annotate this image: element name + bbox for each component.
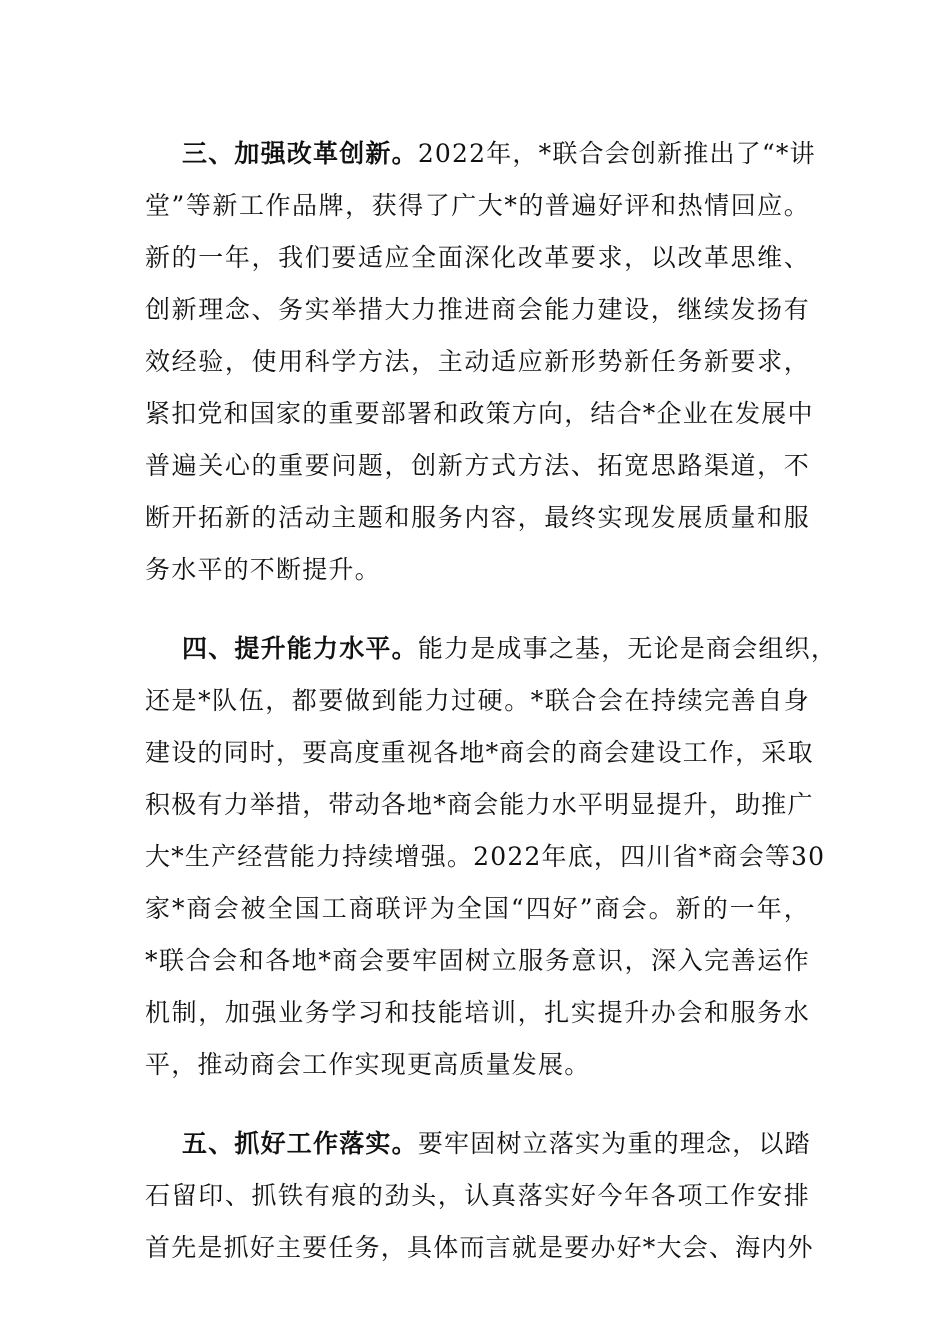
paragraph-line: 家*商会被全国工商联评为全国“四好”商会。新的一年， bbox=[145, 894, 810, 923]
paragraph-gap bbox=[145, 1091, 810, 1118]
paragraph-line bbox=[145, 128, 816, 180]
section-heading: 四、提升能力水平。 bbox=[182, 634, 418, 663]
paragraph-text: 2022年，*联合会创新推出了“*讲 bbox=[417, 139, 816, 168]
paragraph-gap bbox=[145, 596, 810, 623]
section-heading: 五、抓好工作落实。 bbox=[182, 1129, 418, 1158]
paragraph-line: 断开拓新的活动主题和服务内容，最终实现发展质量和服 bbox=[145, 503, 810, 532]
paragraph-line: 建设的同时，要高度重视各地*商会的商会建设工作，采取 bbox=[145, 738, 814, 767]
paragraph-line: 机制，加强业务学习和技能培训，扎实提升办会和服务水 bbox=[145, 998, 810, 1027]
paragraph-line: 大*生产经营能力持续增强。2022年底，四川省*商会等30 bbox=[145, 842, 826, 871]
section-heading: 三、加强改革创新。 bbox=[182, 139, 418, 168]
paragraph-line: 新的一年，我们要适应全面深化改革要求，以改革思维、 bbox=[145, 243, 810, 272]
paragraph-line: 务水平的不断提升。 bbox=[145, 555, 381, 584]
paragraph-line: 紧扣党和国家的重要部署和政策方向，结合*企业在发展中 bbox=[145, 399, 814, 428]
document-body bbox=[145, 128, 838, 1274]
paragraph-line bbox=[145, 1118, 810, 1170]
paragraph-text: 要牢固树立落实为重的理念，以踏 bbox=[417, 1129, 811, 1158]
paragraph-line: 首先是抓好主要任务，具体而言就是要办好*大会、海内外 bbox=[145, 1233, 814, 1262]
paragraph-line: 石留印、抓铁有痕的劲头，认真落实好今年各项工作安排 bbox=[145, 1181, 810, 1210]
paragraph-line: 创新理念、务实举措大力推进商会能力建设，继续发扬有 bbox=[145, 295, 810, 324]
paragraph-line: 效经验，使用科学方法，主动适应新形势新任务新要求， bbox=[145, 347, 810, 376]
paragraph-text: 能力是成事之基，无论是商会组织， bbox=[417, 634, 838, 663]
paragraph-line: *联合会和各地*商会要牢固树立服务意识，深入完善运作 bbox=[145, 946, 810, 975]
paragraph-line: 平，推动商会工作实现更高质量发展。 bbox=[145, 1050, 591, 1079]
paragraph-line: 普遍关心的重要问题，创新方式方法、拓宽思路渠道，不 bbox=[145, 451, 810, 480]
paragraph-line: 还是*队伍，都要做到能力过硬。*联合会在持续完善自身 bbox=[145, 686, 810, 715]
paragraph-line: 积极有力举措，带动各地*商会能力水平明显提升，助推广 bbox=[145, 790, 814, 819]
paragraph-line bbox=[145, 623, 838, 675]
paragraph-line: 堂”等新工作品牌，获得了广大*的普遍好评和热情回应。 bbox=[145, 191, 810, 220]
